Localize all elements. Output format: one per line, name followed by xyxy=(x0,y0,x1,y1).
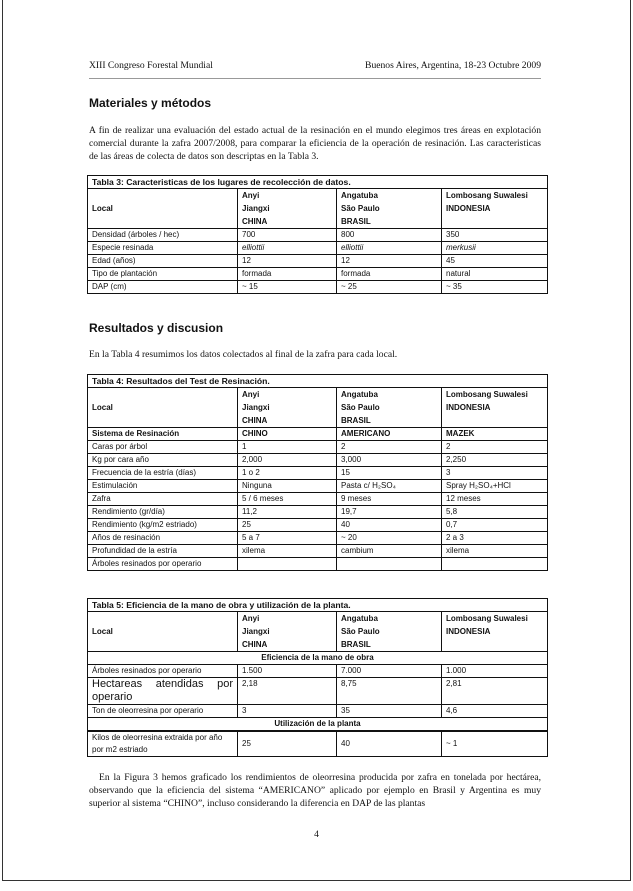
table-row xyxy=(88,558,548,571)
header-left: XIII Congreso Forestal Mundial xyxy=(89,60,213,71)
table-cell: 5 a 7 xyxy=(238,532,337,545)
table-cell: 3 xyxy=(238,705,337,718)
table-cell: 2 xyxy=(442,441,548,454)
table-cell: ~ 35 xyxy=(442,281,548,294)
table-cell: Tipo de plantación xyxy=(88,268,238,281)
table-cell: Tabla 4: Resultados del Test de Resinación. xyxy=(88,375,548,388)
table-cell: Local xyxy=(88,189,238,229)
table-cell: 2 xyxy=(337,441,442,454)
table-row xyxy=(88,493,548,506)
table-cell: Profundidad de la estría xyxy=(88,545,238,558)
table-cell xyxy=(442,558,548,571)
table-cell xyxy=(337,388,442,428)
table-row xyxy=(88,731,548,757)
section-title-resultados: Resultados y discusion xyxy=(89,321,224,335)
table-cell: Sistema de Resinación xyxy=(88,428,238,441)
header-line: Lombosang Suwalesi xyxy=(446,390,528,399)
table-cell xyxy=(238,189,337,229)
table-cell: Especie resinada xyxy=(88,242,238,255)
table-cell: 15 xyxy=(337,467,442,480)
table-cell: Spray H₂SO₄+HCl xyxy=(442,480,548,493)
header-line: Jiangxi xyxy=(242,403,270,412)
table-cell: 0,7 xyxy=(442,519,548,532)
table-cell: formada xyxy=(337,268,442,281)
table-cell: 45 xyxy=(442,255,548,268)
table-cell: 40 xyxy=(337,519,442,532)
header-line: INDONESIA xyxy=(446,403,491,412)
table-cell: Tabla 5: Eficiencia de la mano de obra y utilización de la planta. xyxy=(88,599,548,612)
header-line: Jiangxi xyxy=(242,204,270,213)
table-cell: Árboles resinados por operario xyxy=(88,558,238,571)
header-line: CHINA xyxy=(242,640,268,649)
header-line: São Paulo xyxy=(341,403,380,412)
table-cell: 1 xyxy=(238,441,337,454)
table-cell: xilema xyxy=(442,545,548,558)
header-line: BRASIL xyxy=(341,217,371,226)
table-cell: formada xyxy=(238,268,337,281)
table-cell: Pasta c/ H₂SO₄ xyxy=(337,480,442,493)
table-cell xyxy=(337,558,442,571)
table-row xyxy=(88,705,548,718)
header-line: Lombosang Suwalesi xyxy=(446,614,528,623)
table-cell: 25 xyxy=(238,731,337,757)
table-cell: 12 meses xyxy=(442,493,548,506)
header-rule xyxy=(89,78,541,79)
table-cell: 3,000 xyxy=(337,454,442,467)
table-cell: 700 xyxy=(238,229,337,242)
table-cell: Edad (años) xyxy=(88,255,238,268)
header-line: CHINA xyxy=(242,416,268,425)
table-cell: Años de resinación xyxy=(88,532,238,545)
table-header-row xyxy=(88,388,548,428)
table-cell: ~ 1 xyxy=(442,731,548,757)
header-line: CHINA xyxy=(242,217,268,226)
table-cell: 350 xyxy=(442,229,548,242)
table-cell xyxy=(337,189,442,229)
table-5 xyxy=(87,598,548,757)
table-cell: Kg por cara año xyxy=(88,454,238,467)
table-row xyxy=(88,665,548,678)
table-cell: Kilos de oleorresina extraida por año por m2 estriado xyxy=(88,731,238,757)
table-row xyxy=(88,441,548,454)
table-cell: 8,75 xyxy=(337,678,442,705)
table-cell: Rendimiento (kg/m2 estriado) xyxy=(88,519,238,532)
table-row xyxy=(88,506,548,519)
table-row xyxy=(88,545,548,558)
table-4 xyxy=(87,374,548,571)
table-cell: Ninguna xyxy=(238,480,337,493)
table-cell: 19,7 xyxy=(337,506,442,519)
table-cell: 1.500 xyxy=(238,665,337,678)
table-header-row xyxy=(88,612,548,652)
table-cell: Hectareas atendidas por operario xyxy=(88,678,238,705)
table-row xyxy=(88,519,548,532)
table-row xyxy=(88,229,548,242)
table-cell: ~ 20 xyxy=(337,532,442,545)
table-cell xyxy=(442,612,548,652)
header-line: São Paulo xyxy=(341,204,380,213)
table-cell: 2,18 xyxy=(238,678,337,705)
table-title-row xyxy=(88,176,548,189)
header-line: Anyi xyxy=(242,614,260,623)
table-cell: 2,000 xyxy=(238,454,337,467)
table-cell: Frecuencia de la estría (días) xyxy=(88,467,238,480)
header-line: BRASIL xyxy=(341,416,371,425)
table-cell: DAP (cm) xyxy=(88,281,238,294)
table-cell: 2 a 3 xyxy=(442,532,548,545)
table-cell: Local xyxy=(88,612,238,652)
header-line: Anyi xyxy=(242,191,260,200)
table-row xyxy=(88,242,548,255)
table-cell: Caras por árbol xyxy=(88,441,238,454)
table-cell xyxy=(238,558,337,571)
table-row xyxy=(88,281,548,294)
header-line: Jiangxi xyxy=(242,627,270,636)
section-title-materiales: Materiales y métodos xyxy=(89,96,212,110)
header-line: INDONESIA xyxy=(446,627,491,636)
table-cell: elliottii xyxy=(238,242,337,255)
table-cell: 12 xyxy=(238,255,337,268)
paragraph-tabla4: En la Tabla 4 resumimos los datos colectados al final de la zafra para cada local. xyxy=(89,349,398,360)
table-cell xyxy=(238,612,337,652)
table-cell: natural xyxy=(442,268,548,281)
page-number: 4 xyxy=(314,829,319,840)
table-header-row xyxy=(88,189,548,229)
table-cell: 40 xyxy=(337,731,442,757)
table-row xyxy=(88,268,548,281)
system-row xyxy=(88,428,548,441)
table-cell: 5,8 xyxy=(442,506,548,519)
paragraph-closing: En la Figura 3 hemos graficado los rendimientos de oleorresina producida por zafra en tonelada por hectárea, observando que la eficiencia del sistema “AMERICANO” aplicado por ejemplo en Brasil y Argentina es muy superior al sistema “CHINO”, incluso considerando la diferencia en DAP de las plantas xyxy=(89,772,541,809)
table-cell xyxy=(337,612,442,652)
table-cell: CHINO xyxy=(238,428,337,441)
subheader-row xyxy=(88,718,548,732)
paragraph-intro: A fin de realizar una evaluación del estado actual de la resinación en el mundo elegimos tres áreas en explotación comercial durante la zafra 2007/2008, para comparar la eficiencia de la operación de resinación. Las caracteristicas de las áreas de colecta de datos son descriptas en la Tabla 3. xyxy=(89,125,541,162)
table-cell: Tabla 3: Caracteristicas de los lugares de recolección de datos. xyxy=(88,176,548,189)
header-line: Anyi xyxy=(242,390,260,399)
header-line: INDONESIA xyxy=(446,204,491,213)
table-cell: Local xyxy=(88,388,238,428)
header-line: Angatuba xyxy=(341,614,378,623)
table-cell: 11,2 xyxy=(238,506,337,519)
table-cell: 5 / 6 meses xyxy=(238,493,337,506)
table-cell: Estimulación xyxy=(88,480,238,493)
table-cell: 12 xyxy=(337,255,442,268)
table-3 xyxy=(87,175,548,294)
table-cell: 2,81 xyxy=(442,678,548,705)
table-cell: ~ 25 xyxy=(337,281,442,294)
table-cell: Árboles resinados por operario xyxy=(88,665,238,678)
table-cell xyxy=(442,189,548,229)
table-cell: 9 meses xyxy=(337,493,442,506)
header-line: Angatuba xyxy=(341,390,378,399)
table-cell: 1 o 2 xyxy=(238,467,337,480)
header-right: Buenos Aires, Argentina, 18-23 Octubre 2009 xyxy=(365,60,541,71)
table-cell: 25 xyxy=(238,519,337,532)
table-cell: xilema xyxy=(238,545,337,558)
header-line: São Paulo xyxy=(341,627,380,636)
table-cell: cambium xyxy=(337,545,442,558)
table-row xyxy=(88,255,548,268)
table-cell: merkusii xyxy=(442,242,548,255)
table-cell: ~ 15 xyxy=(238,281,337,294)
header-line: Lombosang Suwalesi xyxy=(446,191,528,200)
table-cell: Utilización de la planta xyxy=(88,718,548,732)
table-cell xyxy=(238,388,337,428)
table-cell xyxy=(442,388,548,428)
table-cell: Eficiencia de la mano de obra xyxy=(88,652,548,665)
table-cell: 7.000 xyxy=(337,665,442,678)
table-row xyxy=(88,532,548,545)
table-cell: 800 xyxy=(337,229,442,242)
table-cell: Ton de oleorresina por operario xyxy=(88,705,238,718)
table-cell: 2,250 xyxy=(442,454,548,467)
table-cell: 3 xyxy=(442,467,548,480)
table-row xyxy=(88,454,548,467)
table-cell: Densidad (árboles / hec) xyxy=(88,229,238,242)
table-cell: Rendimiento (gr/día) xyxy=(88,506,238,519)
table-cell: AMERICANO xyxy=(337,428,442,441)
table-title-row xyxy=(88,599,548,612)
table-cell: elliottii xyxy=(337,242,442,255)
running-header xyxy=(89,60,541,71)
table-row xyxy=(88,480,548,493)
table-row xyxy=(88,678,548,705)
table-cell: 4,6 xyxy=(442,705,548,718)
table-cell: 35 xyxy=(337,705,442,718)
header-line: BRASIL xyxy=(341,640,371,649)
table-cell: MAZEK xyxy=(442,428,548,441)
table-title-row xyxy=(88,375,548,388)
table-cell: 1.000 xyxy=(442,665,548,678)
table-row xyxy=(88,467,548,480)
table-cell: Zafra xyxy=(88,493,238,506)
header-line: Angatuba xyxy=(341,191,378,200)
subheader-row xyxy=(88,652,548,665)
